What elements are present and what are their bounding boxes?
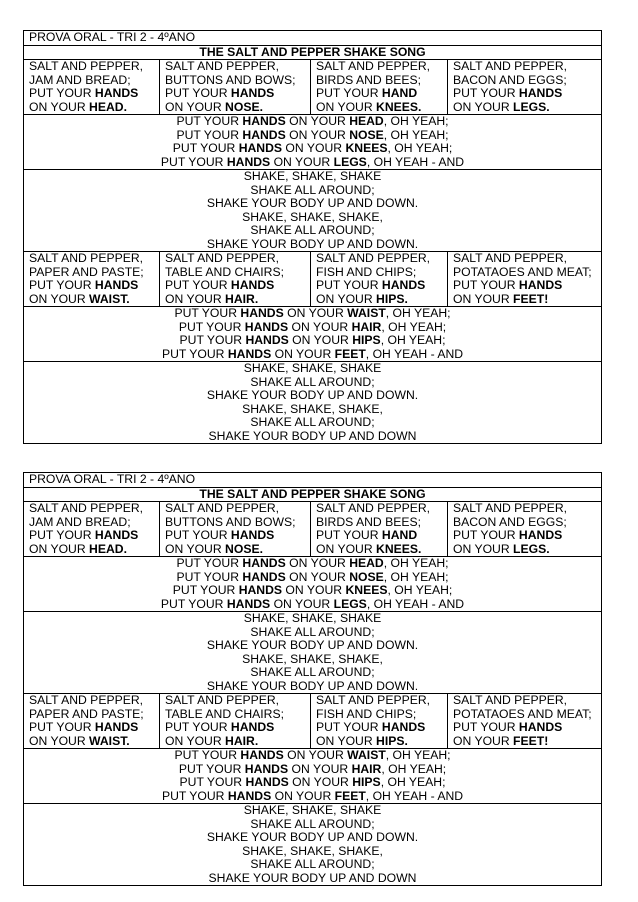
chorus-line: SHAKE YOUR BODY UP AND DOWN [208, 870, 417, 885]
bridge-line: PUT YOUR HANDS ON YOUR FEET, OH YEAH - AND [161, 788, 464, 803]
verse-line: TABLE AND CHAIRS; [165, 706, 284, 721]
verse-cell [448, 60, 602, 115]
verse-cell [24, 60, 160, 115]
verse-line: BUTTONS AND BOWS; [165, 72, 296, 87]
verse-line: ON YOUR NOSE. [165, 99, 263, 114]
verse-cell [311, 502, 448, 557]
verse-cell [448, 694, 602, 749]
verse-cell [24, 252, 160, 307]
verse-cell [448, 252, 602, 307]
bridge-row-1 [24, 557, 602, 612]
song-title: THE SALT AND PEPPER SHAKE SONG [24, 487, 602, 502]
verse-line: TABLE AND CHAIRS; [165, 264, 284, 279]
verse-row-2 [24, 694, 602, 749]
song-title: THE SALT AND PEPPER SHAKE SONG [24, 45, 602, 60]
chorus-cell [24, 362, 602, 444]
verse-line: SALT AND PEPPER, [29, 693, 144, 707]
bridge-line: PUT YOUR HANDS ON YOUR KNEES, OH YEAH; [172, 141, 453, 155]
verse-line: SALT AND PEPPER, [453, 251, 568, 265]
verse-cell [24, 502, 160, 557]
verse-line: PUT YOUR HANDS [29, 528, 139, 542]
chorus-cell [24, 804, 602, 886]
bridge-line: PUT YOUR HANDS ON YOUR HIPS, OH YEAH; [179, 775, 446, 789]
chorus-row-2 [24, 804, 602, 886]
verse-cell [311, 252, 448, 307]
chorus-row-1 [24, 612, 602, 694]
bridge-row-2 [24, 749, 602, 804]
bridge-line: PUT YOUR HANDS ON YOUR HEAD, OH YEAH; [176, 114, 449, 128]
bridge-line: PUT YOUR HANDS ON YOUR KNEES, OH YEAH; [172, 583, 453, 597]
verse-line: PUT YOUR HANDS [453, 278, 563, 292]
verse-line: SALT AND PEPPER, [453, 693, 568, 707]
verse-line: BIRDS AND BEES; [316, 72, 421, 87]
verse-line: ON YOUR HAIR. [165, 291, 259, 306]
chorus-line: SHAKE, SHAKE, SHAKE, [242, 843, 383, 858]
chorus-line: SHAKE YOUR BODY UP AND DOWN. [206, 236, 419, 251]
bridge-line: PUT YOUR HANDS ON YOUR LEGS, OH YEAH - AND [160, 596, 465, 611]
title-row [24, 45, 602, 60]
chorus-line: SHAKE ALL AROUND; [250, 182, 375, 197]
chorus-line: SHAKE ALL AROUND; [250, 415, 375, 429]
verse-line: ON YOUR KNEES. [316, 99, 422, 114]
verse-line: PAPER AND PASTE; [29, 264, 144, 279]
verse-line: BACON AND EGGS; [453, 514, 567, 529]
chorus-line: SHAKE YOUR BODY UP AND DOWN. [206, 678, 419, 693]
song-sheet-2 [23, 472, 602, 886]
verse-line: PUT YOUR HAND [316, 528, 418, 542]
verse-line: ON YOUR FEET! [453, 733, 549, 748]
verse-line: POTATAOES AND MEAT; [453, 706, 592, 721]
verse-line: PUT YOUR HANDS [165, 278, 275, 292]
verse-line: ON YOUR LEGS. [453, 99, 550, 114]
bridge-cell [24, 307, 602, 362]
chorus-line: SHAKE ALL AROUND; [250, 624, 375, 639]
verse-row-2 [24, 252, 602, 307]
verse-line: PUT YOUR HANDS [453, 528, 563, 542]
verse-line: JAM AND BREAD; [29, 514, 131, 529]
verse-line: SALT AND PEPPER, [165, 693, 280, 707]
verse-line: PUT YOUR HANDS [29, 278, 139, 292]
chorus-line: SHAKE YOUR BODY UP AND DOWN [208, 428, 417, 443]
verse-line: BACON AND EGGS; [453, 72, 567, 87]
verse-line: ON YOUR HIPS. [316, 733, 408, 748]
verse-line: PUT YOUR HANDS [29, 86, 139, 100]
chorus-line: SHAKE YOUR BODY UP AND DOWN. [206, 638, 419, 652]
verse-line: JAM AND BREAD; [29, 72, 131, 87]
verse-line: ON YOUR KNEES. [316, 541, 422, 556]
chorus-line: SHAKE, SHAKE, SHAKE [243, 803, 382, 817]
verse-line: ON YOUR HEAD. [29, 541, 127, 556]
bridge-cell [24, 749, 602, 804]
verse-line: PUT YOUR HANDS [165, 528, 275, 542]
bridge-line: PUT YOUR HANDS ON YOUR HAIR, OH YEAH; [178, 761, 447, 776]
bridge-row-1 [24, 115, 602, 170]
verse-line: FISH AND CHIPS; [316, 706, 417, 721]
verse-line: SALT AND PEPPER, [316, 501, 431, 515]
verse-line: SALT AND PEPPER, [165, 251, 280, 265]
bridge-line: PUT YOUR HANDS ON YOUR FEET, OH YEAH - AND [161, 346, 464, 361]
bridge-line: PUT YOUR HANDS ON YOUR HAIR, OH YEAH; [178, 319, 447, 334]
chorus-line: SHAKE, SHAKE, SHAKE [243, 169, 382, 183]
bridge-cell [24, 557, 602, 612]
chorus-line: SHAKE ALL AROUND; [250, 665, 375, 679]
verse-line: SALT AND PEPPER, [316, 251, 431, 265]
verse-line: BIRDS AND BEES; [316, 514, 421, 529]
verse-line: SALT AND PEPPER, [29, 59, 144, 73]
bridge-line: PUT YOUR HANDS ON YOUR NOSE, OH YEAH; [176, 569, 449, 584]
chorus-line: SHAKE, SHAKE, SHAKE [243, 611, 382, 625]
chorus-row-2 [24, 362, 602, 444]
bridge-line: PUT YOUR HANDS ON YOUR LEGS, OH YEAH - AND [160, 154, 465, 169]
verse-line: ON YOUR HAIR. [165, 733, 259, 748]
verse-line: PUT YOUR HANDS [165, 720, 275, 734]
verse-line: PAPER AND PASTE; [29, 706, 144, 721]
chorus-line: SHAKE, SHAKE, SHAKE, [242, 651, 383, 666]
chorus-line: SHAKE, SHAKE, SHAKE [243, 361, 382, 375]
verse-line: SALT AND PEPPER, [316, 693, 431, 707]
chorus-line: SHAKE YOUR BODY UP AND DOWN. [206, 830, 419, 844]
exam-header: PROVA ORAL - TRI 2 - 4ºANO [24, 31, 602, 46]
song-sheet-1 [23, 30, 602, 444]
verse-line: PUT YOUR HANDS [316, 278, 426, 292]
verse-line: SALT AND PEPPER, [29, 251, 144, 265]
verse-line: SALT AND PEPPER, [29, 501, 144, 515]
bridge-line: PUT YOUR HANDS ON YOUR WAIST, OH YEAH; [174, 306, 451, 320]
chorus-line: SHAKE, SHAKE, SHAKE, [242, 209, 383, 224]
verse-line: BUTTONS AND BOWS; [165, 514, 296, 529]
chorus-cell [24, 612, 602, 694]
verse-line: SALT AND PEPPER, [165, 59, 280, 73]
verse-cell [24, 694, 160, 749]
verse-line: FISH AND CHIPS; [316, 264, 417, 279]
verse-line: ON YOUR LEGS. [453, 541, 550, 556]
bridge-line: PUT YOUR HANDS ON YOUR HEAD, OH YEAH; [176, 556, 449, 570]
verse-cell [311, 60, 448, 115]
verse-row-1 [24, 60, 602, 115]
verse-line: PUT YOUR HAND [316, 86, 418, 100]
verse-cell [160, 252, 311, 307]
verse-cell [160, 60, 311, 115]
chorus-line: SHAKE ALL AROUND; [250, 816, 375, 831]
bridge-cell [24, 115, 602, 170]
verse-line: SALT AND PEPPER, [316, 59, 431, 73]
verse-line: SALT AND PEPPER, [165, 501, 280, 515]
verse-line: ON YOUR HIPS. [316, 291, 408, 306]
verse-cell [160, 694, 311, 749]
bridge-line: PUT YOUR HANDS ON YOUR NOSE, OH YEAH; [176, 127, 449, 142]
verse-line: PUT YOUR HANDS [165, 86, 275, 100]
exam-header: PROVA ORAL - TRI 2 - 4ºANO [24, 473, 602, 488]
chorus-line: SHAKE YOUR BODY UP AND DOWN. [206, 388, 419, 402]
verse-line: PUT YOUR HANDS [453, 720, 563, 734]
header-row [24, 473, 602, 488]
verse-row-1 [24, 502, 602, 557]
verse-cell [160, 502, 311, 557]
verse-line: ON YOUR FEET! [453, 291, 549, 306]
chorus-line: SHAKE YOUR BODY UP AND DOWN. [206, 196, 419, 210]
title-row [24, 487, 602, 502]
chorus-cell [24, 170, 602, 252]
verse-line: ON YOUR WAIST. [29, 291, 130, 306]
bridge-row-2 [24, 307, 602, 362]
verse-line: SALT AND PEPPER, [453, 59, 568, 73]
verse-line: SALT AND PEPPER, [453, 501, 568, 515]
chorus-line: SHAKE, SHAKE, SHAKE, [242, 401, 383, 416]
verse-line: POTATAOES AND MEAT; [453, 264, 592, 279]
verse-cell [311, 694, 448, 749]
bridge-line: PUT YOUR HANDS ON YOUR HIPS, OH YEAH; [179, 333, 446, 347]
verse-cell [448, 502, 602, 557]
verse-line: ON YOUR NOSE. [165, 541, 263, 556]
verse-line: PUT YOUR HANDS [453, 86, 563, 100]
chorus-line: SHAKE ALL AROUND; [250, 374, 375, 389]
verse-line: PUT YOUR HANDS [29, 720, 139, 734]
chorus-row-1 [24, 170, 602, 252]
header-row [24, 31, 602, 46]
verse-line: ON YOUR HEAD. [29, 99, 127, 114]
chorus-line: SHAKE ALL AROUND; [250, 223, 375, 237]
bridge-line: PUT YOUR HANDS ON YOUR WAIST, OH YEAH; [174, 748, 451, 762]
chorus-line: SHAKE ALL AROUND; [250, 857, 375, 871]
verse-line: PUT YOUR HANDS [316, 720, 426, 734]
verse-line: ON YOUR WAIST. [29, 733, 130, 748]
